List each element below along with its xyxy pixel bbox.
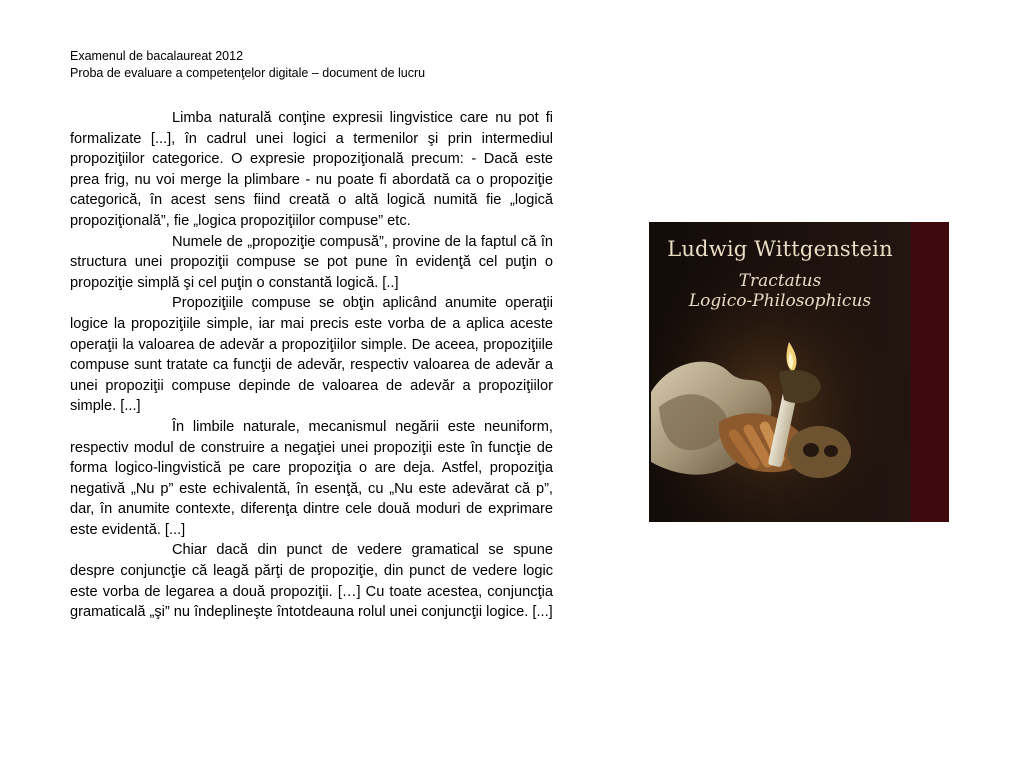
text-excerpt (70, 108, 553, 623)
paragraph: Numele de „propoziţie compusă”, provine de la faptul că în structura unei propoziţii compuse se pot pune în evidenţă cel puţin o propoziţie simplă şi cel puţin o constantă logică. [..] (70, 233, 553, 291)
still-life-illustration (649, 222, 949, 522)
document-header (70, 48, 425, 82)
header-exam-title: Examenul de bacalaureat 2012 (70, 49, 244, 63)
book-cover-image (649, 222, 949, 522)
header-exam-subtitle: Proba de evaluare a competenţelor digitale – document de lucru (70, 66, 426, 80)
paragraph: Chiar dacă din punct de vedere gramatical se spune despre conjuncţie că leagă părţi de propoziţie, din punct de vedere logic este vorba de legarea a două propoziţii. […] Cu toate acestea, conjuncţia gramaticală „şi” nu îndeplineşte întotdeauna rolul unei conjuncţii logice. [...] (70, 542, 553, 621)
paragraph: Propoziţiile compuse se obţin aplicând anumite operaţii logice la propoziţiile simple, iar mai precis este vorba de a aplica aceste operaţii la valoarea de adevăr a propoziţiilor simple. De aceea, propoziţiile compuse sunt tratate ca funcţii de adevăr, respectiv valoarea de adevăr a unei propoziţii compuse depinde de valoarea de adevăr a propoziţiilor simple. [...] (70, 295, 553, 415)
paragraph: În limbile naturale, mecanismul negării este neuniform, respectiv modul de construire a negaţiei unei propoziţii este în funcţie de forma logico-lingvistică pe care propoziţia o are deja. Astfel, propoziţia negativă „Nu p” este echivalentă, în esenţă, cu „Nu este adevărat că p”, dar, în anumite contexte, diferenţa dintre cele două moduri de exprimare este evidentă. [...] (70, 418, 553, 538)
cover-title-line2: Logico-Philosophicus (688, 291, 872, 311)
cover-title-line1: Tractatus (738, 271, 822, 291)
cover-author: Ludwig Wittgenstein (667, 237, 893, 261)
paragraph: Limba naturală conţine expresii lingvistice care nu pot fi formalizate [...], în cadrul unei logici a termenilor şi prin intermediul propoziţiilor categorice. O expresie propoziţională precum: - Dacă este prea frig, nu voi merge la plimbare - nu poate fi abordată ca o propoziţie categorică, în acest sens fiind creată o altă logică numită fie „logică propoziţională”, fie „logica propoziţiilor compuse” etc. (70, 110, 553, 229)
